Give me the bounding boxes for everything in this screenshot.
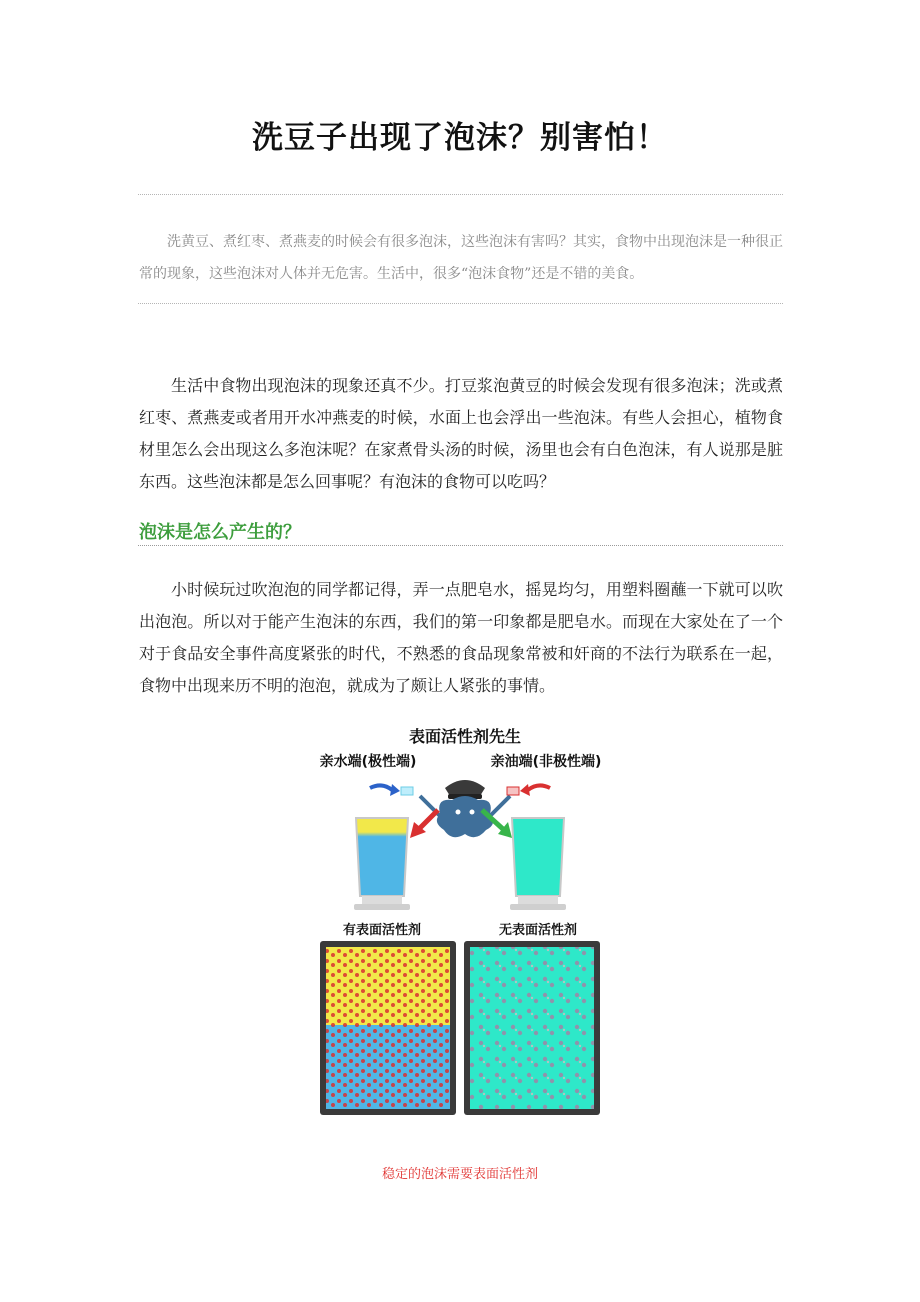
title-divider (138, 194, 783, 195)
summary-divider (138, 303, 783, 304)
figure-title: 表面活性剂先生 (408, 727, 522, 746)
surfactant-mascot (420, 780, 510, 837)
section-divider (138, 545, 783, 546)
foam-paragraph: 小时候玩过吹泡泡的同学都记得，弄一点肥皂水，摇晃均匀，用塑料圈蘸一下就可以吹出泡泡。所以对于能产生泡沫的东西，我们的第一印象都是肥皂水。而现在大家处在了一个对于食品安全事件高度紧张的时代，不熟悉的食品现象常被和奸商的不法行为联系在一起，食物中出现来历不明的泡泡，就成为了颇让人紧张的事情。 (139, 580, 783, 695)
hydrophilic-label: 亲水端(极性端) (319, 754, 417, 770)
section-heading: 泡沫是怎么产生的？ (139, 522, 301, 543)
intro-paragraph: 生活中食物出现泡沫的现象还真不少。打豆浆泡黄豆的时候会发现有很多泡沫；洗或煮红枣、煮燕麦或者用开水冲燕麦的时候，水面上也会浮出一些泡沫。有些人会担心，植物食材里怎么会出现这么多泡沫呢？在家煮骨头汤的时候，汤里也会有白色泡沫，有人说那是脏东西。这些泡沫都是怎么回事呢？有泡沫的食物可以吃吗？ (139, 376, 783, 491)
with-surfactant-panel (320, 941, 456, 1115)
right-glass (510, 818, 566, 910)
figure-caption: 稳定的泡沫需要表面活性剂 (381, 1167, 538, 1182)
lipophilic-label: 亲油端(非极性端) (490, 754, 602, 770)
blue-arrow-icon (370, 785, 392, 790)
article-title: 洗豆子出现了泡沫？别害怕！ (252, 120, 668, 156)
right-panel-label: 无表面活性剂 (498, 923, 578, 938)
left-panel-label: 有表面活性剂 (342, 923, 422, 938)
surfactant-illustration (300, 718, 630, 1120)
article-summary: 洗黄豆、煮红枣、煮燕麦的时候会有很多泡沫，这些泡沫有害吗？其实，食物中出现泡沫是一种很正常的现象，这些泡沫对人体并无危害。生活中，很多“泡沫食物”还是不错的美食。 (139, 234, 783, 282)
red-arrow-icon (528, 785, 550, 790)
left-glass (354, 818, 410, 910)
red-diagonal-arrow-icon (418, 810, 438, 830)
without-surfactant-panel (464, 941, 600, 1115)
